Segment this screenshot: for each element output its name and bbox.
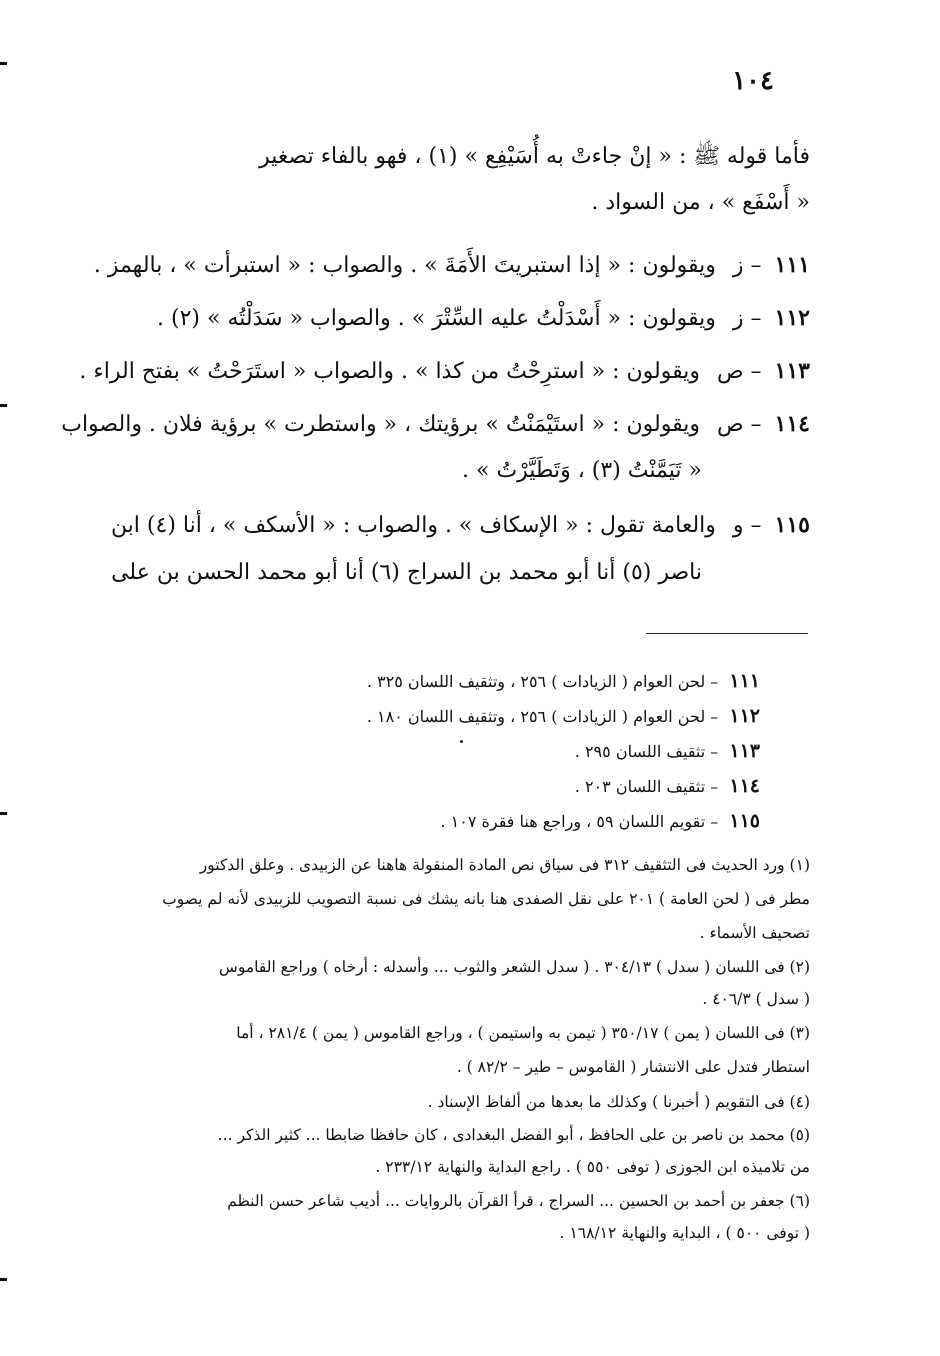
footnote-separator bbox=[646, 633, 808, 634]
reference-number: ١١٣ bbox=[729, 740, 760, 762]
reference-number: ١١٤ bbox=[729, 775, 760, 797]
reference-111 bbox=[367, 670, 760, 692]
entry-text: ويقولون : « إذا استبريتَ الأَمَةَ » . والصواب : « استبرأت » ، بالهمز . bbox=[93, 253, 716, 278]
reference-text: – تثقيف اللسان ٢٠٣ . bbox=[574, 777, 719, 796]
entry-112 bbox=[157, 305, 810, 331]
reference-text: – تقويم اللسان ٥٩ ، وراجع هنا فقرة ١٠٧ . bbox=[440, 812, 719, 831]
reference-113 bbox=[575, 740, 760, 762]
footnote-5-line-2: من تلاميذه ابن الجوزى ( توفى ٥٥٠ ) . راجع البداية والنهاية ٢٣٣/١٢ . bbox=[375, 1158, 810, 1176]
entry-number: ١١١ bbox=[774, 252, 810, 278]
entry-code: – ز bbox=[732, 306, 762, 331]
footnote-5-line-1: (٥) محمد بن ناصر بن على الحافظ ، أبو الفضل البغدادى ، كان حافظا ضابطا ... كثير الذكر ... bbox=[217, 1126, 810, 1144]
reference-114 bbox=[575, 775, 760, 797]
footnote-1-line-1: (١) ورد الحديث فى التثقيف ٣١٢ فى سياق نص المادة المنقولة هاهنا عن الزبيدى . وعلق الدكتور bbox=[199, 856, 810, 874]
entry-113 bbox=[79, 358, 810, 384]
footnote-3-line-2: استطار فتدل على الانتشار ( القاموس – طير – ٨٢/٢ ) . bbox=[456, 1058, 810, 1076]
entry-code: – ص bbox=[716, 359, 762, 384]
footnote-6-line-2: ( توفى ٥٠٠ ) ، البداية والنهاية ١٦٨/١٢ . bbox=[559, 1224, 810, 1242]
reference-115 bbox=[440, 810, 760, 832]
intro-line-2: « أَسْفَع » ، من السواد . bbox=[591, 190, 810, 215]
entry-code: – ص bbox=[716, 412, 762, 437]
entry-115 bbox=[111, 512, 810, 538]
margin-mark bbox=[0, 404, 7, 407]
reference-text: – لحن العوام ( الزيادات ) ٢٥٦ ، وتثقيف اللسان ١٨٠ . bbox=[366, 707, 719, 726]
footnote-1-line-3: تصحيف الأسماء . bbox=[699, 924, 810, 942]
reference-number: ١١٢ bbox=[729, 705, 760, 727]
entry-text: ويقولون : « استرِحْتُ من كذا » . والصواب « استَرَحْتُ » بفتح الراء . bbox=[79, 359, 700, 384]
footnote-2-line-1: (٢) فى اللسان ( سدل ) ٣٠٤/١٣ . ( سدل الشعر والثوب ... وأسدله : أرخاه ) وراجع القاموس bbox=[218, 958, 810, 976]
entry-111 bbox=[94, 252, 810, 278]
entry-114 bbox=[61, 411, 810, 437]
entry-code: – و bbox=[732, 513, 762, 538]
reference-number: ١١١ bbox=[729, 670, 760, 692]
entry-text: والعامة تقول : « الإسكاف » . والصواب : « الأسكف » ، أنا (٤) ابن bbox=[110, 513, 716, 538]
reference-text: – لحن العوام ( الزيادات ) ٢٥٦ ، وتثقيف اللسان ٣٢٥ . bbox=[366, 672, 719, 691]
margin-mark bbox=[0, 812, 7, 815]
entry-number: ١١٤ bbox=[774, 411, 810, 437]
footnote-6-line-1: (٦) جعفر بن أحمد بن الحسين ... السراج ، قرأ القرآن بالروايات ... أديب شاعر حسن النظم bbox=[227, 1192, 810, 1210]
footnote-4: (٤) فى التقويم ( أخبرنا ) وكذلك ما بعدها من ألفاظ الإسناد . bbox=[427, 1093, 810, 1111]
page-number: ١٠٤ bbox=[732, 66, 774, 96]
entry-text: ويقولون : « أَسْدَلْتُ عليه السِّتْرَ » . والصواب « سَدَلْتُه » (٢) . bbox=[157, 306, 716, 331]
entry-text: ويقولون : « استَيْمَنْتُ » برؤيتك ، « واستطرت » برؤية فلان . والصواب bbox=[61, 412, 700, 437]
entry-114-line-2: « تَيَمَّنْتُ (٣) ، وَتَطَيَّرْتُ » . bbox=[462, 458, 702, 483]
intro-line-1: فأما قوله ﷺ : « إنْ جاءتْ به أُسَيْفِع » (١) ، فهو بالفاء تصغير bbox=[259, 144, 810, 169]
print-speck bbox=[460, 740, 463, 743]
margin-mark bbox=[0, 62, 7, 65]
margin-mark bbox=[0, 1278, 7, 1281]
entry-code: – ز bbox=[732, 253, 762, 278]
footnote-3-line-1: (٣) فى اللسان ( يمن ) ٣٥٠/١٧ ( تيمن به واستيمن ) ، وراجع القاموس ( يمن ) ٢٨١/٤ ، أما bbox=[236, 1024, 810, 1042]
footnote-1-line-2: مطر فى ( لحن العامة ) ٢٠١ على نقل الصفدى هنا بانه يشك فى نسبة التصويب للزبيدى لأنه لم يصوب bbox=[162, 890, 810, 908]
entry-number: ١١٥ bbox=[774, 512, 810, 538]
entry-115-line-2: ناصر (٥) أنا أبو محمد بن السراج (٦) أنا أبو محمد الحسن بن على bbox=[111, 560, 702, 585]
reference-number: ١١٥ bbox=[729, 810, 760, 832]
footnote-2-line-2: ( سدل ) ٤٠٦/٣ . bbox=[702, 990, 810, 1008]
entry-number: ١١٣ bbox=[774, 358, 810, 384]
reference-text: – تثقيف اللسان ٢٩٥ . bbox=[574, 742, 719, 761]
entry-number: ١١٢ bbox=[774, 305, 810, 331]
reference-112 bbox=[367, 705, 760, 727]
